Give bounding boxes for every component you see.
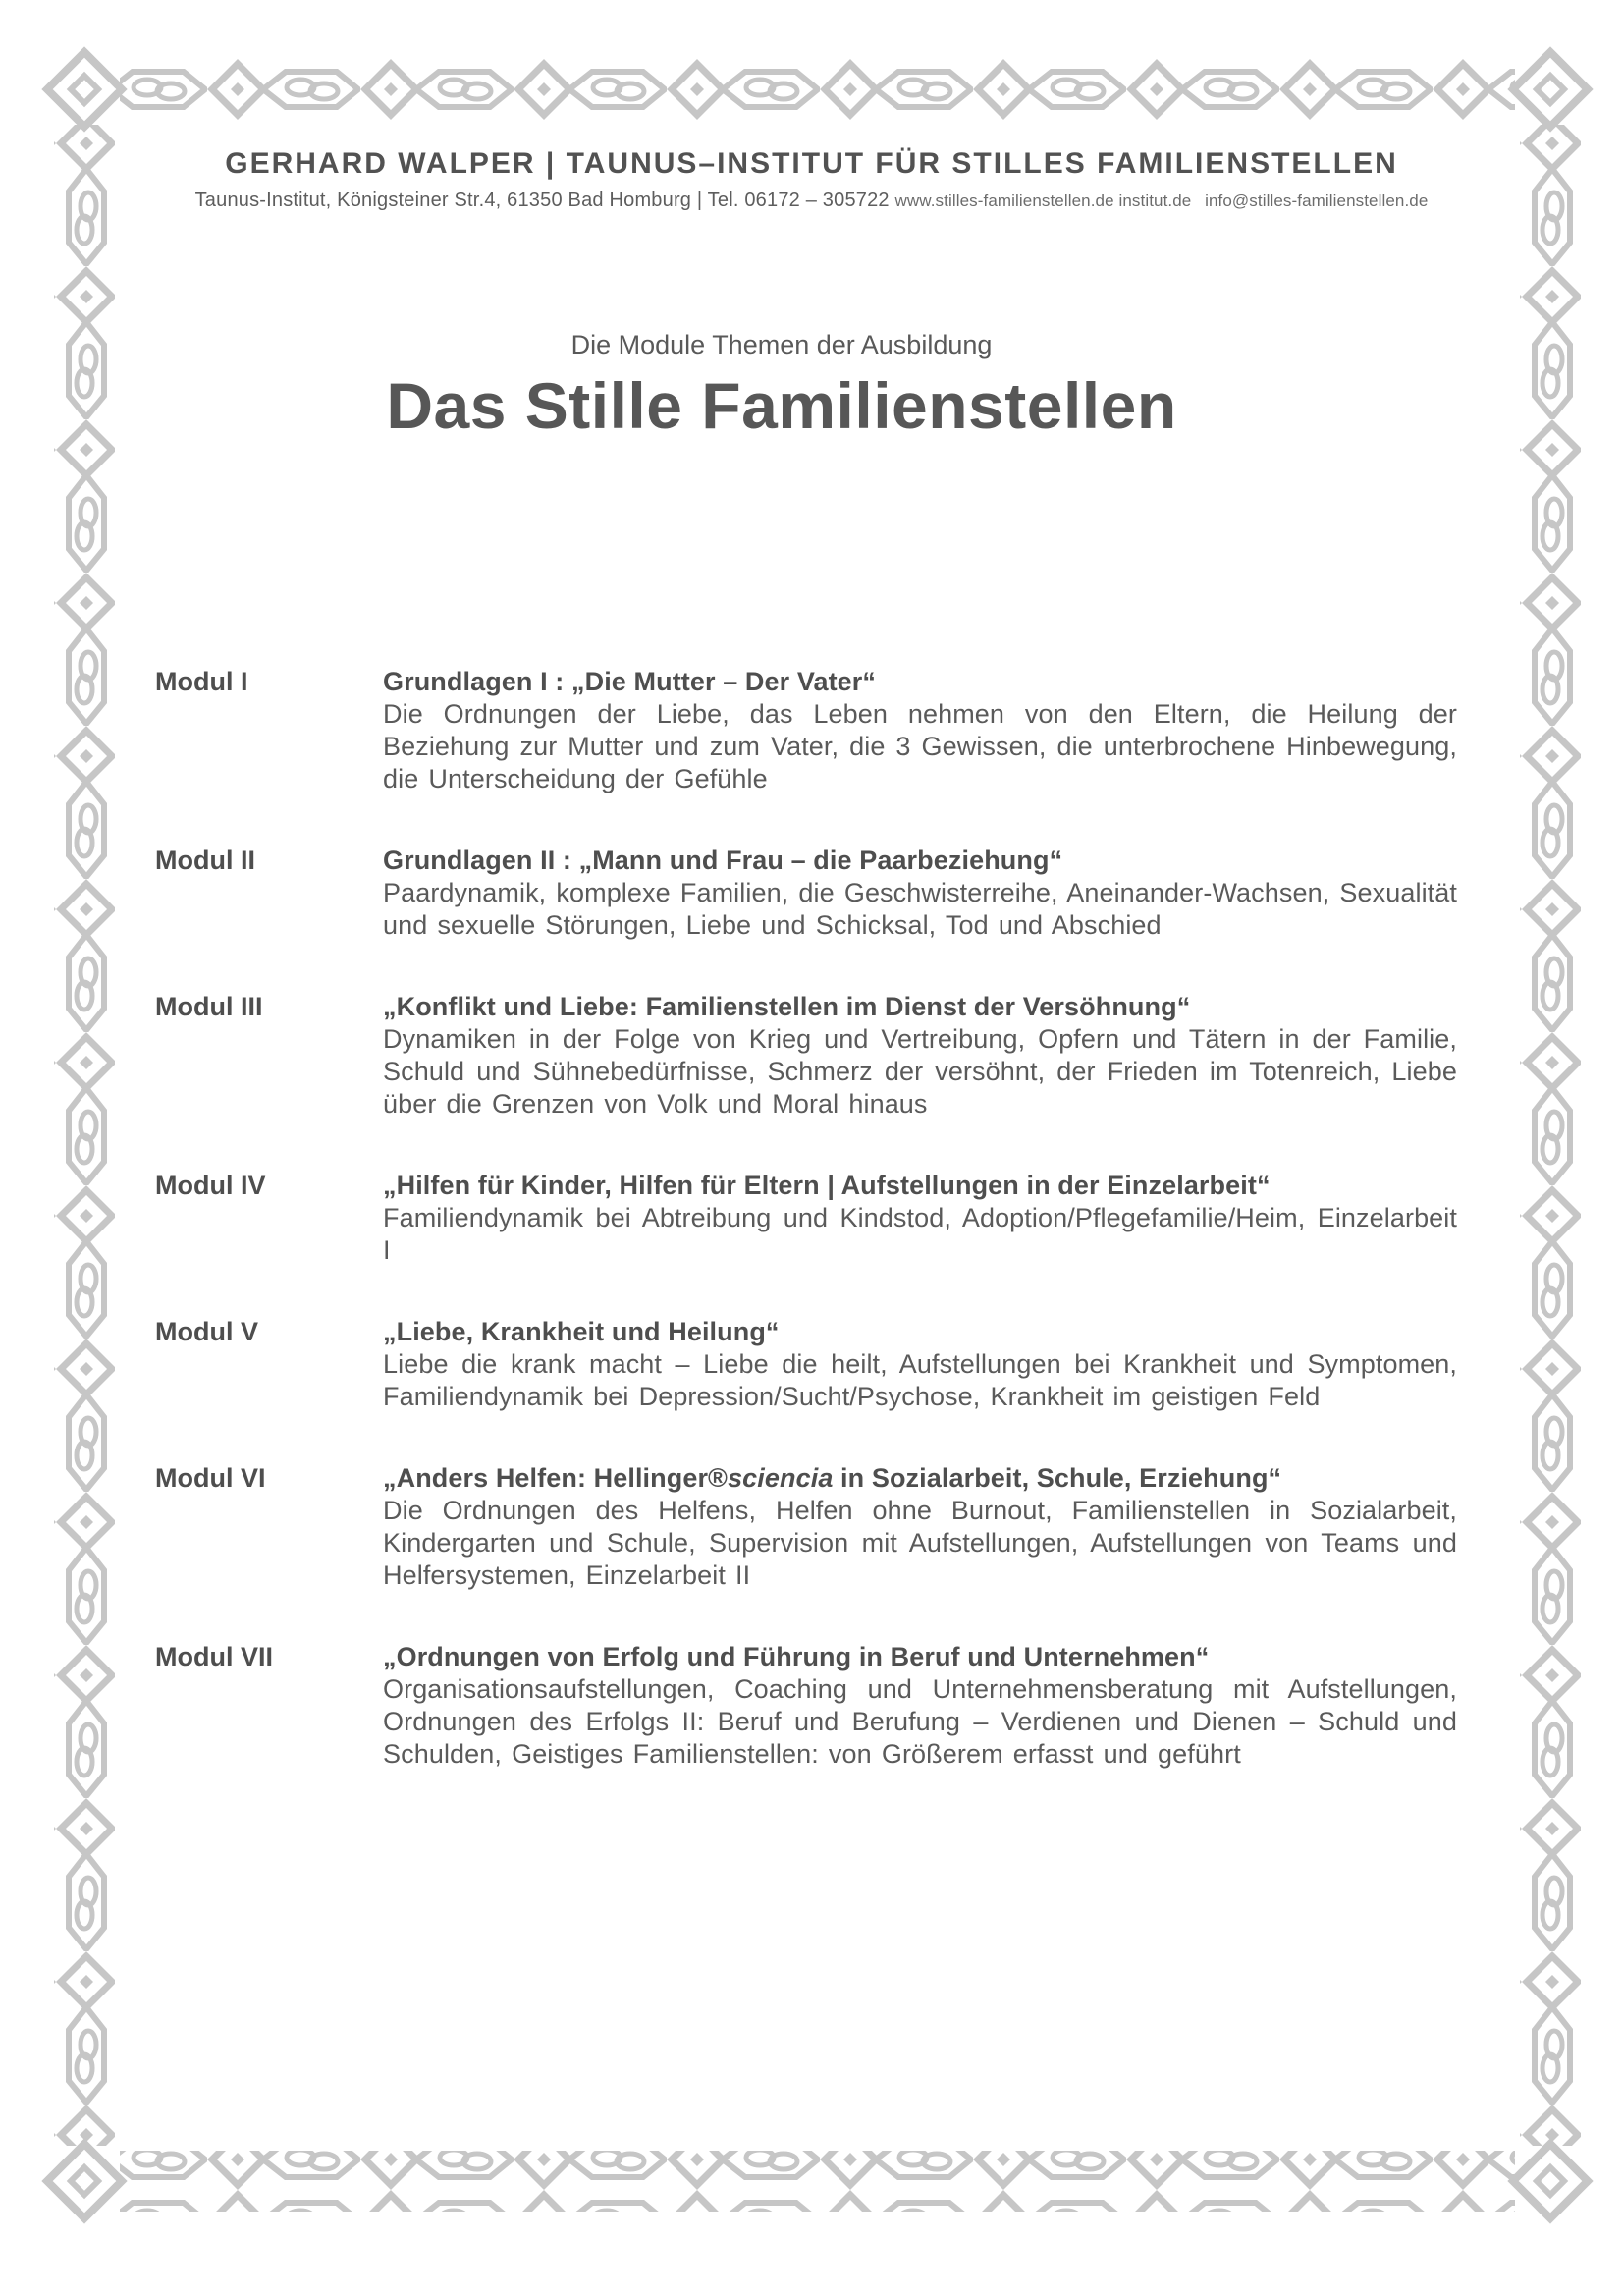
border-corner-bottom-right bbox=[1513, 2144, 1588, 2218]
module-title bbox=[383, 1462, 1457, 1495]
module-title: Grundlagen II : „Mann und Frau – die Paarbeziehung“ bbox=[383, 846, 1063, 875]
module-description: Organisationsaufstellungen, Coaching und Unternehmensberatung mit Aufstellungen, Ordnungen des Erfolgs II: Beruf und Berufung – Verdienen und Dienen – Schuld und Schulden, Geistiges Familienstellen: von Größerem erfasst und geführt bbox=[383, 1674, 1457, 1769]
module-title: „Ordnungen von Erfolg und Führung in Beruf und Unternehmen“ bbox=[383, 1642, 1210, 1671]
module-label: Modul I bbox=[155, 667, 248, 696]
module-row-3 bbox=[155, 991, 1457, 1121]
module-label: Modul III bbox=[155, 992, 263, 1021]
module-description: Die Ordnungen des Helfens, Helfen ohne Burnout, Familienstellen in Sozialarbeit, Kindergarten und Schule, Supervision mit Aufstellungen, Aufstellungen von Teams und Helfersystemen, Einzelarbeit II bbox=[383, 1496, 1457, 1590]
title-block bbox=[0, 330, 1563, 443]
org-website: www.stilles-familienstellen.de institut.de bbox=[894, 191, 1192, 210]
org-title: GERHARD WALPER | TAUNUS–INSTITUT FÜR STILLES FAMILIENSTELLEN bbox=[225, 147, 1398, 180]
module-title: „Konflikt und Liebe: Familienstellen im Dienst der Versöhnung“ bbox=[383, 992, 1191, 1021]
module-description: Paardynamik, komplexe Familien, die Geschwisterreihe, Aneinander-Wachsen, Sexualität und sexuelle Störungen, Liebe und Schicksal, Tod und Abschied bbox=[383, 878, 1457, 940]
module-title: „Liebe, Krankheit und Heilung“ bbox=[383, 1317, 780, 1346]
module-label: Modul VI bbox=[155, 1463, 266, 1493]
org-address-line bbox=[0, 190, 1623, 212]
module-content bbox=[383, 991, 1457, 1121]
module-content bbox=[383, 1462, 1457, 1592]
module-content bbox=[383, 845, 1457, 942]
module-row-6 bbox=[155, 1462, 1457, 1592]
module-content bbox=[383, 1641, 1457, 1771]
module-title-suffix: in Sozialarbeit, Schule, Erziehung“ bbox=[833, 1463, 1282, 1493]
module-label: Modul VII bbox=[155, 1642, 273, 1671]
module-row-2 bbox=[155, 845, 1457, 942]
border-corner-bottom-left bbox=[47, 2144, 122, 2218]
module-title: Grundlagen I : „Die Mutter – Der Vater“ bbox=[383, 667, 877, 696]
module-row-5 bbox=[155, 1316, 1457, 1413]
border-corner-top-left bbox=[47, 52, 122, 127]
module-description: Familiendynamik bei Abtreibung und Kindstod, Adoption/Pflegefamilie/Heim, Einzelarbeit I bbox=[383, 1203, 1457, 1265]
module-row-4 bbox=[155, 1170, 1457, 1267]
module-title: „Hilfen für Kinder, Hilfen für Eltern | Aufstellungen in der Einzelarbeit“ bbox=[383, 1171, 1271, 1200]
doc-subtitle: Die Module Themen der Ausbildung bbox=[570, 330, 993, 359]
module-row-1 bbox=[155, 666, 1457, 795]
border-corner-top-right bbox=[1513, 52, 1588, 127]
org-email: info@stilles-familienstellen.de bbox=[1205, 191, 1429, 210]
module-list bbox=[155, 666, 1457, 1771]
org-address: Taunus-Institut, Königsteiner Str.4, 61350 Bad Homburg | Tel. 06172 – 305722 bbox=[194, 190, 890, 211]
module-row-7 bbox=[155, 1641, 1457, 1771]
module-description: Dynamiken in der Folge von Krieg und Vertreibung, Opfern und Tätern in der Familie, Schuld und Sühnebedürfnisse, Schmerz der versöhnt, der Frieden im Totenreich, Liebe über die Grenzen von Volk und Moral hinaus bbox=[383, 1024, 1457, 1119]
module-title-italic: sciencia bbox=[728, 1463, 834, 1493]
module-label: Modul V bbox=[155, 1317, 258, 1346]
module-label: Modul IV bbox=[155, 1171, 266, 1200]
module-description: Die Ordnungen der Liebe, das Leben nehmen von den Eltern, die Heilung der Beziehung zur Mutter und zum Vater, die 3 Gewissen, die unterbrochene Hinbewegung, die Unterscheidung der Gefühle bbox=[383, 699, 1457, 793]
letterhead bbox=[0, 147, 1623, 212]
module-description: Liebe die krank macht – Liebe die heilt, Aufstellungen bei Krankheit und Symptomen, Familiendynamik bei Depression/Sucht/Psychose, Krankheit im geistigen Feld bbox=[383, 1349, 1457, 1411]
module-title-prefix: „Anders Helfen: Hellinger® bbox=[383, 1463, 729, 1493]
module-content bbox=[383, 1170, 1457, 1267]
page-title: Das Stille Familienstellen bbox=[386, 369, 1177, 442]
module-label: Modul II bbox=[155, 846, 255, 875]
module-content bbox=[383, 1316, 1457, 1413]
module-content bbox=[383, 666, 1457, 795]
